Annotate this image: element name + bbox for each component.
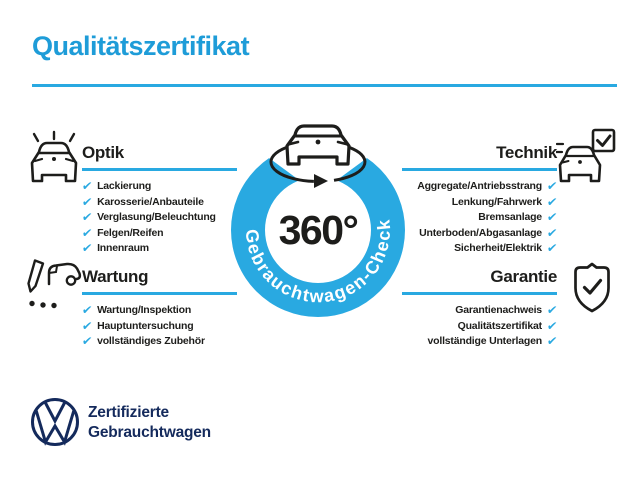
- car-checkbox-icon: [556, 128, 616, 186]
- section-divider: [82, 292, 237, 295]
- section-title-garantie: Garantie: [490, 267, 557, 286]
- check-item-label: Felgen/Reifen: [97, 226, 164, 239]
- check-icon: ✔: [545, 318, 558, 333]
- check-icon: ✔: [81, 318, 94, 333]
- check-item: [402, 194, 557, 210]
- check-item: [82, 210, 237, 226]
- checklist-optik: [82, 179, 237, 257]
- check-item-label: Karosserie/Anbauteile: [97, 195, 204, 208]
- checklist-technik: [402, 179, 557, 257]
- 360-check-medallion: [218, 118, 418, 318]
- check-item-label: Innenraum: [97, 242, 149, 255]
- check-item: [82, 241, 237, 257]
- footer-claim-line1: Zertifizierte: [88, 404, 169, 421]
- section-optik: [82, 142, 237, 256]
- check-item-label: Bremsanlage: [478, 211, 542, 224]
- section-divider: [402, 292, 557, 295]
- check-item: [82, 179, 237, 195]
- section-title-wartung: Wartung: [82, 267, 149, 286]
- check-icon: ✔: [81, 241, 94, 256]
- check-item-label: Unterboden/Abgasanlage: [419, 226, 542, 239]
- section-title-optik: Optik: [82, 143, 124, 162]
- section-divider: [402, 168, 557, 171]
- footer-claim-line2: Gebrauchtwagen: [88, 424, 211, 441]
- check-item-label: Wartung/Inspektion: [97, 304, 192, 317]
- check-item: [402, 318, 557, 334]
- check-item-label: Aggregate/Antriebsstrang: [417, 180, 542, 193]
- check-item-label: Verglasung/Beleuchtung: [97, 211, 216, 224]
- check-icon: ✔: [81, 179, 94, 194]
- title-divider: [32, 84, 617, 87]
- check-icon: ✔: [545, 194, 558, 209]
- check-item-label: vollständige Unterlagen: [427, 335, 542, 348]
- check-item-label: Garantienachweis: [455, 304, 542, 317]
- footer-claim: [88, 403, 211, 443]
- check-item-label: Lenkung/Fahrwerk: [451, 195, 542, 208]
- check-item: [402, 334, 557, 350]
- check-item: [82, 225, 237, 241]
- checklist-wartung: [82, 303, 237, 350]
- vw-logo: [29, 396, 81, 448]
- check-item: [402, 241, 557, 257]
- check-icon: ✔: [545, 303, 558, 318]
- ring-label: Gebrauchtwagen-Check: [241, 217, 395, 307]
- check-icon: ✔: [545, 334, 558, 349]
- checklist-garantie: [402, 303, 557, 350]
- section-wartung: [82, 266, 237, 349]
- section-technik: [402, 142, 557, 256]
- pencil-car-icon: [26, 258, 82, 310]
- check-icon: ✔: [545, 179, 558, 194]
- check-icon: ✔: [545, 225, 558, 240]
- check-item: [402, 210, 557, 226]
- check-item: [82, 318, 237, 334]
- check-item: [402, 225, 557, 241]
- check-item-label: Sicherheit/Elektrik: [454, 242, 542, 255]
- check-item-label: vollständiges Zubehör: [97, 335, 205, 348]
- check-item-label: Lackierung: [97, 180, 152, 193]
- check-item: [82, 303, 237, 319]
- check-icon: ✔: [81, 334, 94, 349]
- car-shine-icon: [26, 130, 82, 186]
- shield-check-icon: [570, 260, 614, 316]
- check-icon: ✔: [81, 303, 94, 318]
- check-icon: ✔: [81, 210, 94, 225]
- check-item: [82, 334, 237, 350]
- page-title: Qualitätszertifikat: [32, 31, 250, 61]
- check-item: [402, 303, 557, 319]
- check-item: [402, 179, 557, 195]
- check-item-label: Hauptuntersuchung: [97, 319, 194, 332]
- section-garantie: [402, 266, 557, 349]
- section-title-technik: Technik: [496, 143, 557, 162]
- section-divider: [82, 168, 237, 171]
- check-item-label: Qualitätszertifikat: [457, 319, 542, 332]
- check-icon: ✔: [545, 241, 558, 256]
- check-item: [82, 194, 237, 210]
- check-icon: ✔: [545, 210, 558, 225]
- degrees-label: 360°: [278, 207, 358, 253]
- check-icon: ✔: [81, 194, 94, 209]
- check-icon: ✔: [81, 225, 94, 240]
